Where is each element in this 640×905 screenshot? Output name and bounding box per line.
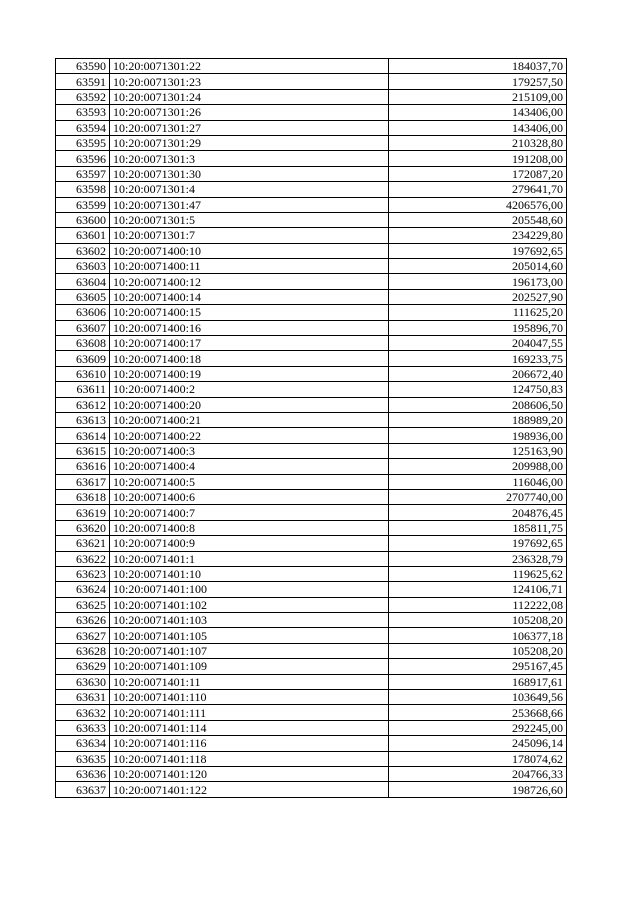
- row-number: 63597: [56, 166, 110, 181]
- cadastral-number: 10:20:0071401:109: [110, 659, 389, 674]
- amount-value: 105208,20: [389, 613, 567, 628]
- amount-value: 106377,18: [389, 628, 567, 643]
- amount-value: 188989,20: [389, 412, 567, 427]
- table-row: [56, 305, 567, 320]
- table-row: [56, 782, 567, 797]
- table-row: [56, 74, 567, 89]
- amount-value: 245096,14: [389, 736, 567, 751]
- table-row: [56, 736, 567, 751]
- row-number: 63615: [56, 443, 110, 458]
- cadastral-number: 10:20:0071400:5: [110, 474, 389, 489]
- cadastral-number: 10:20:0071401:103: [110, 613, 389, 628]
- amount-value: 111625,20: [389, 305, 567, 320]
- row-number: 63635: [56, 751, 110, 766]
- row-number: 63617: [56, 474, 110, 489]
- row-number: 63629: [56, 659, 110, 674]
- cadastral-number: 10:20:0071400:17: [110, 336, 389, 351]
- table-row: [56, 443, 567, 458]
- cadastral-number: 10:20:0071401:105: [110, 628, 389, 643]
- table-row: [56, 89, 567, 104]
- row-number: 63601: [56, 228, 110, 243]
- cadastral-number: 10:20:0071401:120: [110, 766, 389, 781]
- cadastral-number: 10:20:0071301:7: [110, 228, 389, 243]
- row-number: 63596: [56, 151, 110, 166]
- row-number: 63613: [56, 412, 110, 427]
- table-row: [56, 382, 567, 397]
- table-row: [56, 197, 567, 212]
- table-row: [56, 474, 567, 489]
- row-number: 63632: [56, 705, 110, 720]
- table-row: [56, 613, 567, 628]
- table-row: [56, 674, 567, 689]
- amount-value: 197692,65: [389, 243, 567, 258]
- row-number: 63622: [56, 551, 110, 566]
- cadastral-number: 10:20:0071401:11: [110, 674, 389, 689]
- amount-value: 169233,75: [389, 351, 567, 366]
- row-number: 63592: [56, 89, 110, 104]
- amount-value: 119625,62: [389, 566, 567, 581]
- cadastral-number: 10:20:0071301:47: [110, 197, 389, 212]
- amount-value: 143406,00: [389, 105, 567, 120]
- amount-value: 295167,45: [389, 659, 567, 674]
- row-number: 63610: [56, 366, 110, 381]
- table-row: [56, 643, 567, 658]
- cadastral-number: 10:20:0071400:20: [110, 397, 389, 412]
- cadastral-number: 10:20:0071401:107: [110, 643, 389, 658]
- row-number: 63608: [56, 336, 110, 351]
- table-row: [56, 212, 567, 227]
- cadastral-number: 10:20:0071301:3: [110, 151, 389, 166]
- cadastral-number: 10:20:0071401:110: [110, 690, 389, 705]
- row-number: 63603: [56, 259, 110, 274]
- amount-value: 253668,66: [389, 705, 567, 720]
- cadastral-number: 10:20:0071400:14: [110, 289, 389, 304]
- amount-value: 198936,00: [389, 428, 567, 443]
- amount-value: 234229,80: [389, 228, 567, 243]
- cadastral-number: 10:20:0071401:116: [110, 736, 389, 751]
- amount-value: 184037,70: [389, 59, 567, 74]
- row-number: 63609: [56, 351, 110, 366]
- amount-value: 196173,00: [389, 274, 567, 289]
- row-number: 63593: [56, 105, 110, 120]
- row-number: 63631: [56, 690, 110, 705]
- row-number: 63595: [56, 135, 110, 150]
- amount-value: 168917,61: [389, 674, 567, 689]
- amount-value: 172087,20: [389, 166, 567, 181]
- table-row: [56, 243, 567, 258]
- amount-value: 198726,60: [389, 782, 567, 797]
- cadastral-number: 10:20:0071400:21: [110, 412, 389, 427]
- amount-value: 205014,60: [389, 259, 567, 274]
- table-row: [56, 120, 567, 135]
- cadastral-number: 10:20:0071400:9: [110, 536, 389, 551]
- table-row: [56, 659, 567, 674]
- table-row: [56, 459, 567, 474]
- row-number: 63616: [56, 459, 110, 474]
- table-row: [56, 766, 567, 781]
- table-row: [56, 259, 567, 274]
- cadastral-number: 10:20:0071301:30: [110, 166, 389, 181]
- table-row: [56, 228, 567, 243]
- amount-value: 2707740,00: [389, 489, 567, 504]
- row-number: 63598: [56, 182, 110, 197]
- cadastral-number: 10:20:0071400:19: [110, 366, 389, 381]
- table-body: [56, 59, 567, 798]
- row-number: 63607: [56, 320, 110, 335]
- cadastral-number: 10:20:0071401:118: [110, 751, 389, 766]
- amount-value: 206672,40: [389, 366, 567, 381]
- row-number: 63637: [56, 782, 110, 797]
- table-row: [56, 582, 567, 597]
- row-number: 63600: [56, 212, 110, 227]
- amount-value: 4206576,00: [389, 197, 567, 212]
- table-row: [56, 274, 567, 289]
- table-row: [56, 366, 567, 381]
- amount-value: 292245,00: [389, 720, 567, 735]
- row-number: 63627: [56, 628, 110, 643]
- amount-value: 204047,55: [389, 336, 567, 351]
- row-number: 63626: [56, 613, 110, 628]
- amount-value: 205548,60: [389, 212, 567, 227]
- row-number: 63628: [56, 643, 110, 658]
- cadastral-number: 10:20:0071400:7: [110, 505, 389, 520]
- cadastral-number: 10:20:0071301:22: [110, 59, 389, 74]
- row-number: 63620: [56, 520, 110, 535]
- cadastral-number: 10:20:0071400:16: [110, 320, 389, 335]
- row-number: 63618: [56, 489, 110, 504]
- table-row: [56, 320, 567, 335]
- cadastral-number: 10:20:0071401:10: [110, 566, 389, 581]
- amount-value: 210328,80: [389, 135, 567, 150]
- cadastral-number: 10:20:0071400:22: [110, 428, 389, 443]
- amount-value: 204766,33: [389, 766, 567, 781]
- table-row: [56, 59, 567, 74]
- row-number: 63621: [56, 536, 110, 551]
- amount-value: 124750,83: [389, 382, 567, 397]
- table-row: [56, 428, 567, 443]
- row-number: 63602: [56, 243, 110, 258]
- table-row: [56, 182, 567, 197]
- row-number: 63611: [56, 382, 110, 397]
- table-row: [56, 397, 567, 412]
- cadastral-number: 10:20:0071301:29: [110, 135, 389, 150]
- row-number: 63612: [56, 397, 110, 412]
- table-row: [56, 135, 567, 150]
- amount-value: 185811,75: [389, 520, 567, 535]
- cadastral-number: 10:20:0071401:1: [110, 551, 389, 566]
- cadastral-number: 10:20:0071301:24: [110, 89, 389, 104]
- amount-value: 209988,00: [389, 459, 567, 474]
- row-number: 63590: [56, 59, 110, 74]
- cadastral-number: 10:20:0071400:18: [110, 351, 389, 366]
- cadastral-number: 10:20:0071400:2: [110, 382, 389, 397]
- cadastral-number: 10:20:0071301:23: [110, 74, 389, 89]
- table-row: [56, 351, 567, 366]
- cadastral-number: 10:20:0071401:111: [110, 705, 389, 720]
- row-number: 63636: [56, 766, 110, 781]
- cadastral-number: 10:20:0071400:3: [110, 443, 389, 458]
- table-row: [56, 720, 567, 735]
- row-number: 63591: [56, 74, 110, 89]
- table-row: [56, 751, 567, 766]
- amount-value: 236328,79: [389, 551, 567, 566]
- table-row: [56, 166, 567, 181]
- table-row: [56, 151, 567, 166]
- table-row: [56, 489, 567, 504]
- amount-value: 215109,00: [389, 89, 567, 104]
- cadastral-number: 10:20:0071401:100: [110, 582, 389, 597]
- table-row: [56, 690, 567, 705]
- table-row: [56, 505, 567, 520]
- table-row: [56, 536, 567, 551]
- table-row: [56, 551, 567, 566]
- table-row: [56, 705, 567, 720]
- table-row: [56, 597, 567, 612]
- row-number: 63634: [56, 736, 110, 751]
- table-row: [56, 520, 567, 535]
- row-number: 63594: [56, 120, 110, 135]
- amount-value: 202527,90: [389, 289, 567, 304]
- amount-value: 197692,65: [389, 536, 567, 551]
- amount-value: 191208,00: [389, 151, 567, 166]
- cadastral-number: 10:20:0071400:6: [110, 489, 389, 504]
- row-number: 63623: [56, 566, 110, 581]
- table-row: [56, 628, 567, 643]
- amount-value: 208606,50: [389, 397, 567, 412]
- table-row: [56, 412, 567, 427]
- cadastral-number: 10:20:0071401:114: [110, 720, 389, 735]
- row-number: 63604: [56, 274, 110, 289]
- table-row: [56, 336, 567, 351]
- amount-value: 125163,90: [389, 443, 567, 458]
- row-number: 63605: [56, 289, 110, 304]
- row-number: 63633: [56, 720, 110, 735]
- amount-value: 178074,62: [389, 751, 567, 766]
- row-number: 63599: [56, 197, 110, 212]
- amount-value: 279641,70: [389, 182, 567, 197]
- cadastral-number: 10:20:0071400:10: [110, 243, 389, 258]
- row-number: 63630: [56, 674, 110, 689]
- cadastral-number: 10:20:0071301:26: [110, 105, 389, 120]
- amount-value: 112222,08: [389, 597, 567, 612]
- amount-value: 116046,00: [389, 474, 567, 489]
- data-table: [55, 58, 567, 798]
- amount-value: 143406,00: [389, 120, 567, 135]
- amount-value: 124106,71: [389, 582, 567, 597]
- amount-value: 204876,45: [389, 505, 567, 520]
- amount-value: 179257,50: [389, 74, 567, 89]
- amount-value: 195896,70: [389, 320, 567, 335]
- table-row: [56, 566, 567, 581]
- cadastral-number: 10:20:0071301:27: [110, 120, 389, 135]
- cadastral-number: 10:20:0071301:5: [110, 212, 389, 227]
- cadastral-number: 10:20:0071401:122: [110, 782, 389, 797]
- amount-value: 105208,20: [389, 643, 567, 658]
- cadastral-number: 10:20:0071400:15: [110, 305, 389, 320]
- row-number: 63614: [56, 428, 110, 443]
- row-number: 63625: [56, 597, 110, 612]
- table-row: [56, 289, 567, 304]
- row-number: 63606: [56, 305, 110, 320]
- row-number: 63619: [56, 505, 110, 520]
- cadastral-number: 10:20:0071400:8: [110, 520, 389, 535]
- cadastral-number: 10:20:0071400:4: [110, 459, 389, 474]
- cadastral-number: 10:20:0071400:11: [110, 259, 389, 274]
- cadastral-number: 10:20:0071401:102: [110, 597, 389, 612]
- amount-value: 103649,56: [389, 690, 567, 705]
- cadastral-number: 10:20:0071400:12: [110, 274, 389, 289]
- cadastral-number: 10:20:0071301:4: [110, 182, 389, 197]
- table-row: [56, 105, 567, 120]
- row-number: 63624: [56, 582, 110, 597]
